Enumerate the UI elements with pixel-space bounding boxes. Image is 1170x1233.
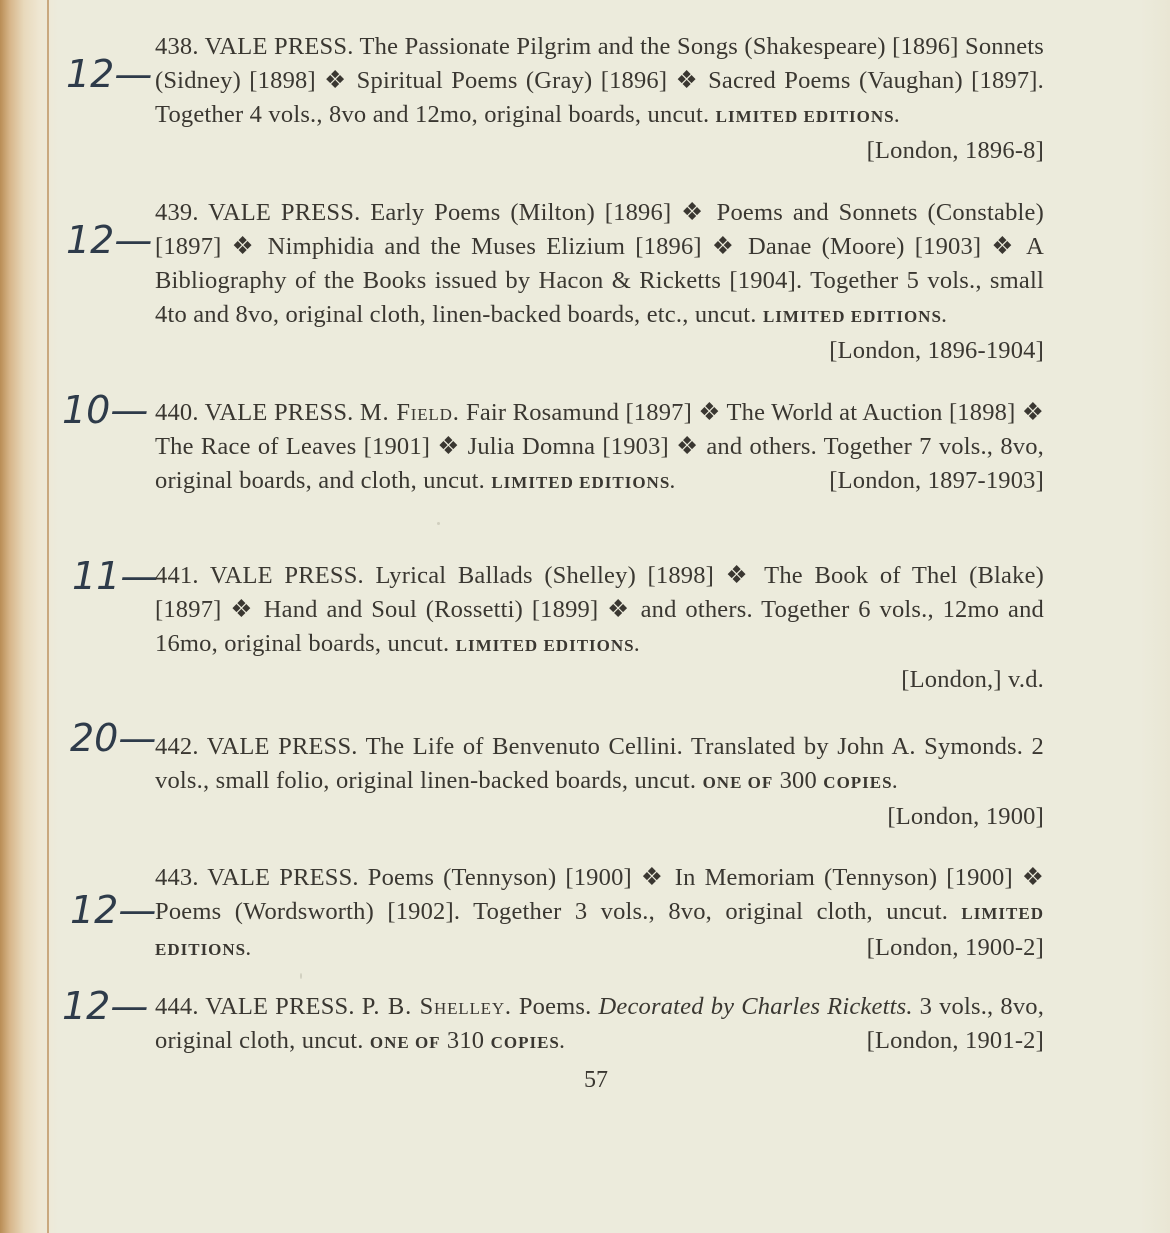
- catalogue-entry-442: [155, 730, 1044, 834]
- entry-place-date: [London,] v.d.: [901, 666, 1044, 693]
- copies-note-tail: COPIES.: [823, 773, 898, 792]
- entry-place-date: [London, 1896-8]: [866, 137, 1044, 164]
- catalogue-entry-440: [155, 396, 1044, 500]
- entry-description: Early Poems (Milton) [1896] ❖ Poems and Sonnets (Constable) [1897] ❖ Nimphidia and the Muses Elizium [1896] ❖ Danae (Moore) [1903] ❖ A Bibliography of the Books issued by Hacon & Ricketts [1904]. Together 5 vols., small 4to and 8vo, original cloth, linen-backed boards, etc., uncut.: [155, 199, 1044, 328]
- press-name: VALE PRESS.: [205, 993, 355, 1020]
- author-name: M. Field.: [359, 399, 460, 426]
- edition-note: LIMITED EDITIONS.: [455, 636, 640, 655]
- entry-place-date: [London, 1896-1904]: [829, 337, 1044, 364]
- entry-number: 443.: [155, 864, 199, 891]
- entry-number: 438.: [155, 33, 199, 60]
- entry-place-date: [London, 1900-2]: [866, 934, 1044, 961]
- margin-note-440: 10—: [62, 388, 149, 432]
- entry-number: 440.: [155, 399, 199, 426]
- entry-place-date: [London, 1900]: [887, 803, 1044, 830]
- entry-description: Lyrical Ballads (Shelley) [1898] ❖ The Book of Thel (Blake) [1897] ❖ Hand and Soul (Rossetti) [1899] ❖ and others. Together 6 vols., 12mo and 16mo, original boards, uncut.: [155, 562, 1045, 657]
- press-name: VALE PRESS.: [206, 733, 358, 760]
- entry-description: The Life of Benvenuto Cellini. Translated by John A. Symonds. 2 vols., small folio, original linen-backed boards, uncut.: [155, 733, 1044, 794]
- margin-note-442: 20—: [70, 716, 157, 760]
- edition-note: LIMITED EDITIONS.: [491, 473, 676, 492]
- page-binding-edge: [47, 0, 49, 1233]
- paper-spot: [437, 522, 440, 525]
- entry-description: Fair Rosamund [1897] ❖ The World at Auction [1898] ❖ The Race of Leaves [1901] ❖ Julia Domna [1903] ❖ and others. Together 7 vols., 8vo, original boards, and cloth, uncut.: [155, 399, 1045, 494]
- author-name: P. B. Shelley.: [361, 993, 512, 1020]
- entry-description: 3 vols., 8vo, original cloth, uncut.: [155, 993, 1045, 1054]
- edition-note: LIMITED EDITIONS.: [762, 307, 948, 326]
- copies-note-lead: ONE OF: [702, 773, 774, 792]
- copies-count: 310: [446, 1027, 485, 1054]
- press-name: VALE PRESS.: [207, 864, 359, 891]
- catalogue-entry-441: [155, 559, 1044, 697]
- entry-number: 442.: [155, 733, 199, 760]
- copies-note-tail: COPIES.: [490, 1033, 566, 1052]
- page-number: 57: [584, 1067, 608, 1093]
- margin-note-438: 12—: [66, 52, 153, 96]
- catalogue-entry-438: [155, 30, 1044, 168]
- press-name: VALE PRESS.: [204, 33, 354, 60]
- entry-title: Poems.: [518, 993, 592, 1020]
- paper-spot: [300, 973, 302, 979]
- margin-note-443: 12—: [70, 888, 157, 932]
- catalogue-entry-443: [155, 861, 1044, 967]
- margin-note-439: 12—: [66, 218, 153, 262]
- entry-place-date: [London, 1897-1903]: [829, 467, 1044, 494]
- press-name: VALE PRESS.: [208, 199, 361, 226]
- entry-number: 441.: [155, 562, 199, 589]
- catalogue-entry-439: [155, 196, 1044, 368]
- entry-number: 444.: [155, 993, 199, 1020]
- press-name: VALE PRESS.: [209, 562, 364, 589]
- entry-number: 439.: [155, 199, 199, 226]
- edition-note: LIMITED EDITIONS.: [715, 107, 900, 126]
- decoration-credit: Decorated by Charles Ricketts.: [598, 993, 913, 1020]
- catalogue-entry-444: [155, 990, 1044, 1060]
- margin-note-444: 12—: [62, 984, 149, 1028]
- edition-note: LIMITED EDITIONS.: [155, 904, 1044, 959]
- entry-description: Poems (Tennyson) [1900] ❖ In Memoriam (Tennyson) [1900] ❖ Poems (Wordsworth) [1902]. Together 3 vols., 8vo, original cloth, uncut.: [155, 864, 1044, 925]
- press-name: VALE PRESS.: [204, 399, 354, 426]
- entry-place-date: [London, 1901-2]: [866, 1027, 1044, 1054]
- margin-note-441: 11—: [72, 554, 159, 598]
- copies-note-lead: ONE OF: [369, 1033, 441, 1052]
- copies-count: 300: [779, 767, 817, 794]
- entry-description: The Passionate Pilgrim and the Songs (Shakespeare) [1896] Sonnets (Sidney) [1898] ❖ Spiritual Poems (Gray) [1896] ❖ Sacred Poems (Vaughan) [1897]. Together 4 vols., 8vo and 12mo, original boards, uncut.: [155, 33, 1045, 128]
